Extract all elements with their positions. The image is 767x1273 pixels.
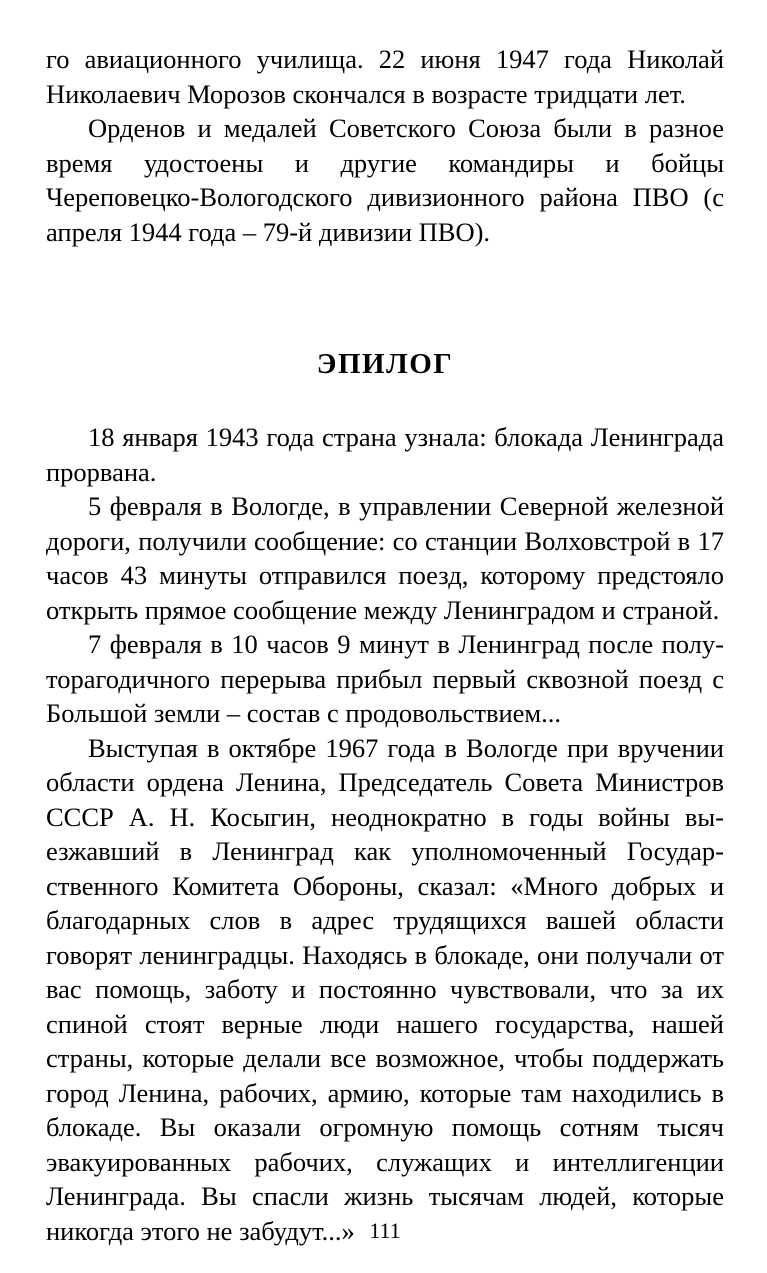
paragraph-train-departure: 5 февраля в Вологде, в управлении Северной железной дороги, получили сообщение: со станции Волховстрой в 17 часов 43 минуты отправился поезд, которому предстояло открыть прямое сообщение между Ленинградом и страной. xyxy=(46,491,724,625)
previous-chapter-ending xyxy=(46,42,724,249)
page-number: 111 xyxy=(369,1218,401,1243)
paragraph-continuation: го авиационного училища. 22 июня 1947 года Николай Николаевич Морозов скончался в возрасте тридцати лет. xyxy=(46,44,724,109)
section-title: ЭПИЛОГ xyxy=(316,348,454,380)
paragraph-blockade-broken: 18 января 1943 года страна узнала: блокада Ленинграда прорвана. xyxy=(46,422,724,487)
paragraph-awards: Орденов и медалей Советского Союза были в разное время удостоены и другие командиры и бойцы Череповецко-Вологодского дивизионного района ПВО (с апреля 1944 года – 79-й дивизии ПВО). xyxy=(46,113,724,247)
paragraph-kosygin-quote: Выступая в октябре 1967 года в Вологде при вручении области ордена Ленина, Председатель Совета Министров СССР А. Н. Косыгин, неоднократно в годы войны выезжавший в Ленинград как уполномоченный Государственного Комитета Обороны, сказал: «Много добрых и благодарных слов в адрес трудящихся вашей области говорят ленинградцы. Находясь в блокаде, они получали от вас помощь, заботу и постоянно чувствовали, что за их спиной стоят верные люди нашего государства, нашей страны, которые делали все возможное, чтобы поддержать город Ленина, рабочих, армию, которые там находились в блокаде. Вы оказали огромную помощь сотням тысяч эвакуированных рабочих, служащих и интеллигенции Ленинграда. Вы спасли жизнь тысячам людей, которые никогда этого не забудут...» xyxy=(46,732,724,1246)
epilogue-body xyxy=(46,420,724,1248)
paragraph-train-arrival: 7 февраля в 10 часов 9 минут в Ленинград после полуторагодичного перерыва прибыл первый сквозной поезд с Большой земли – состав с продовольствием... xyxy=(46,629,724,728)
